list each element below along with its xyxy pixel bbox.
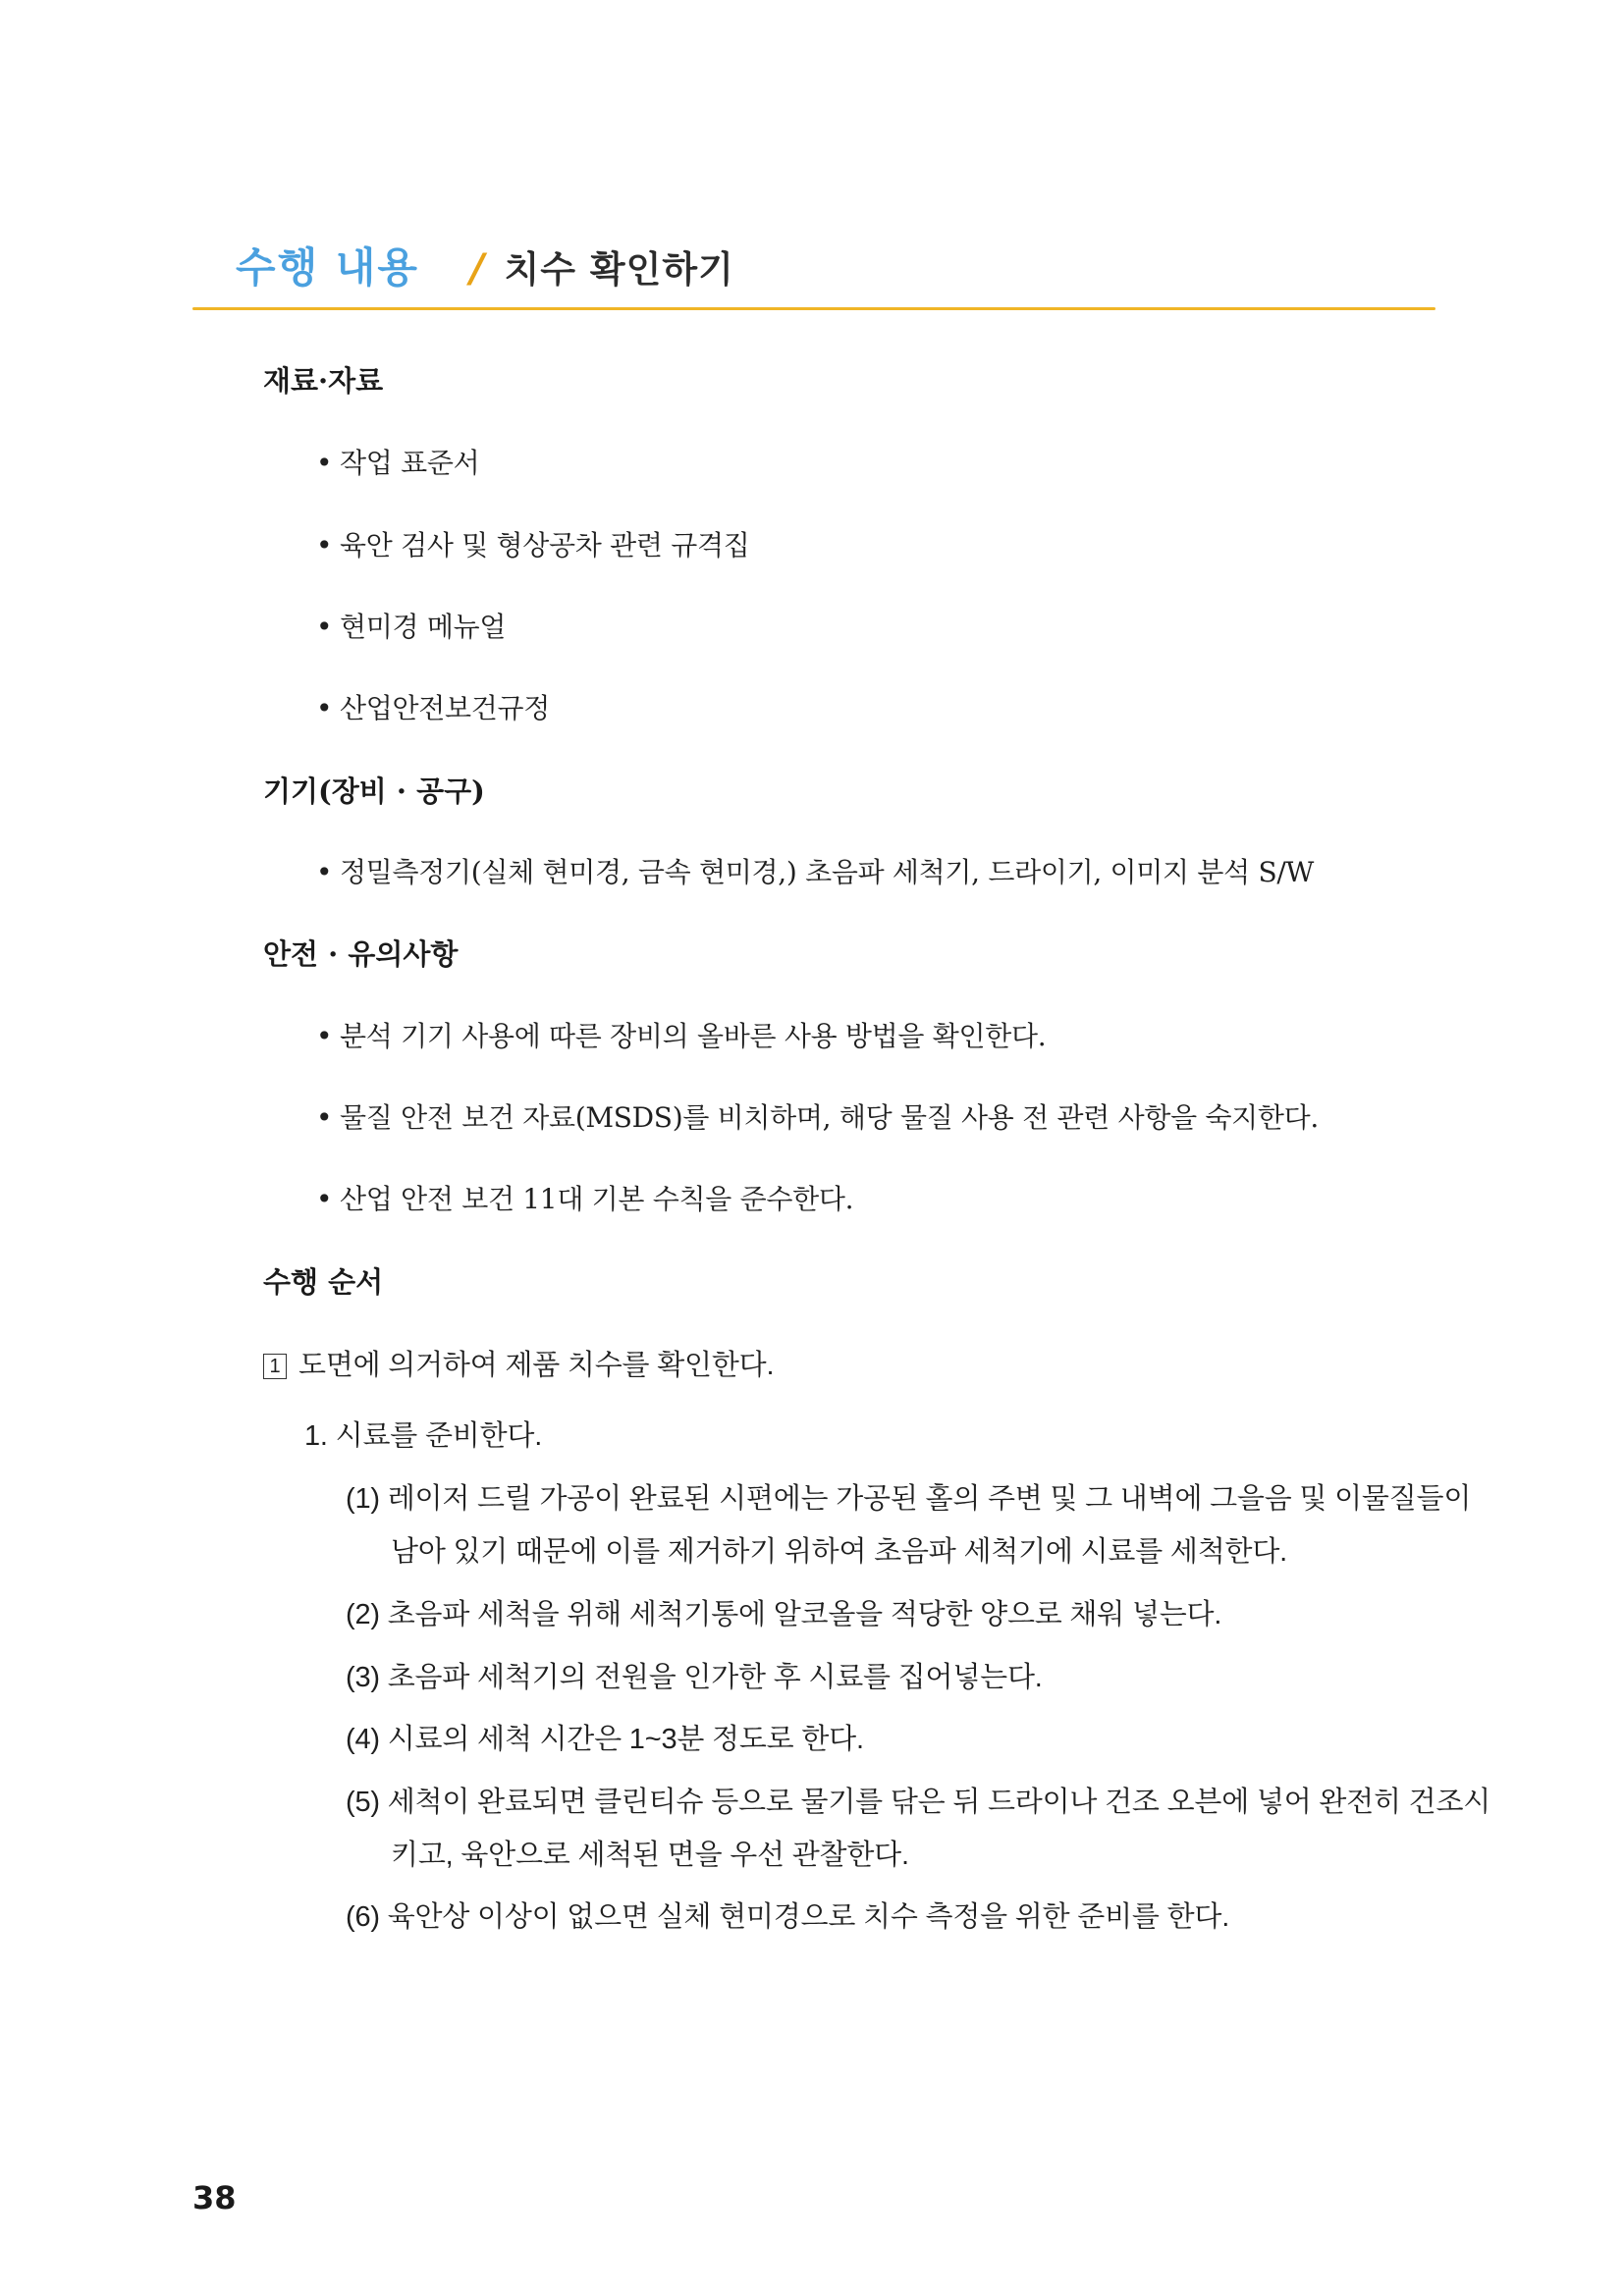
header-title: 치수 확인하기 [504, 248, 734, 291]
header-divider [192, 307, 1435, 310]
procedure-item-3: (3) 초음파 세척기의 전원을 인가한 후 시료를 집어넣는다. [346, 1662, 1043, 1693]
list-item: • 물질 안전 보건 자료(MSDS)를 비치하며, 해당 물질 사용 전 관련 사항을 숙지한다. [316, 1101, 1320, 1134]
bullet-icon: • [316, 611, 333, 643]
list-item: • 현미경 메뉴얼 [316, 611, 507, 643]
procedure-item-5-continued: 키고, 육안으로 세척된 면을 우선 관찰한다. [391, 1840, 909, 1871]
bullet-icon: • [316, 1020, 333, 1052]
procedure-item-5: (5) 세척이 완료되면 클린티슈 등으로 물기를 닦은 뒤 드라이나 건조 오븐에 넣어 완전히 건조시 [346, 1787, 1491, 1818]
bullet-icon: • [316, 692, 333, 724]
bullet-icon: • [316, 1183, 333, 1215]
list-item: • 육안 검사 및 형상공차 관련 규격집 [316, 529, 750, 561]
safety-heading: 안전 · 유의사항 [263, 937, 459, 971]
bullet-icon: • [316, 447, 333, 479]
header-separator: / [469, 246, 485, 292]
page-number: 38 [192, 2179, 237, 2216]
procedure-substep-1: 1. 시료를 준비한다. [304, 1420, 543, 1452]
equipment-heading: 기기(장비 · 공구) [263, 774, 485, 808]
procedure-heading: 수행 순서 [263, 1265, 384, 1299]
list-item: • 분석 기기 사용에 따른 장비의 올바른 사용 방법을 확인한다. [316, 1020, 1047, 1052]
list-item: • 정밀측정기(실체 현미경, 금속 현미경,) 초음파 세척기, 드라이기, 이미지 분석 S/W [316, 856, 1314, 888]
bullet-icon: • [316, 856, 333, 888]
page-header [236, 236, 734, 304]
procedure-item-1-continued: 남아 있기 때문에 이를 제거하기 위하여 초음파 세척기에 시료를 세척한다. [391, 1536, 1287, 1568]
list-item: • 산업 안전 보건 11대 기본 수칙을 준수한다. [316, 1183, 854, 1215]
step-number-box: 1 [263, 1354, 287, 1379]
list-item: • 작업 표준서 [316, 447, 480, 479]
procedure-item-2: (2) 초음파 세척을 위해 세척기통에 알코올을 적당한 양으로 채워 넣는다. [346, 1599, 1222, 1630]
bullet-icon: • [316, 529, 333, 561]
procedure-item-4: (4) 시료의 세척 시간은 1~3분 정도로 한다. [346, 1724, 864, 1755]
list-item: • 산업안전보건규정 [316, 692, 550, 724]
procedure-item-6: (6) 육안상 이상이 없으면 실체 현미경으로 치수 측정을 위한 준비를 한다. [346, 1901, 1230, 1933]
procedure-item-1: (1) 레이저 드릴 가공이 완료된 시편에는 가공된 홀의 주변 및 그 내벽에 그을음 및 이물질들이 [346, 1483, 1472, 1515]
materials-heading: 재료·자료 [263, 364, 384, 398]
bullet-icon: • [316, 1101, 333, 1134]
procedure-step-1: 1 도면에 의거하여 제품 치수를 확인한다. [263, 1343, 774, 1383]
header-section-label: 수행 내용 [236, 243, 419, 292]
